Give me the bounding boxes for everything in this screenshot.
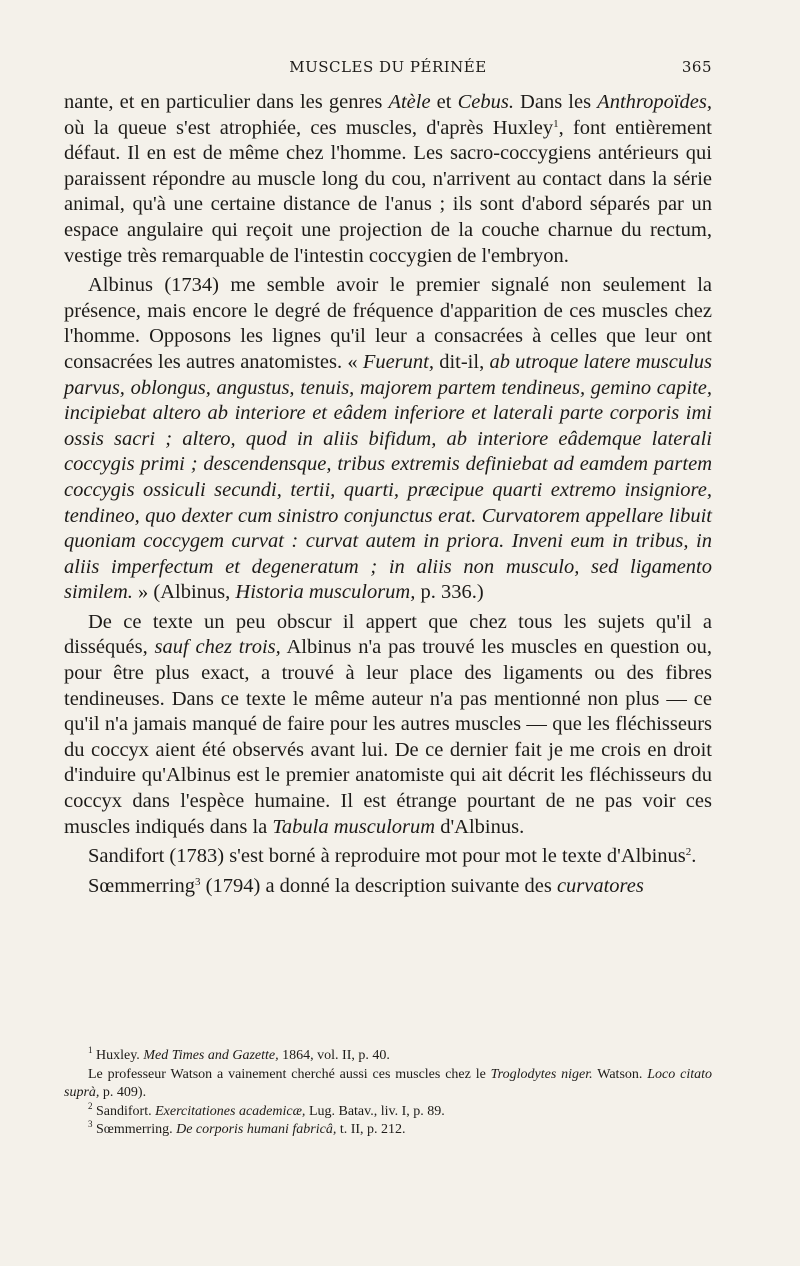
paragraph [64,273,712,606]
running-header [64,58,712,86]
text-run: d'Albinus. [435,815,525,838]
paragraph [64,90,712,269]
footnote [64,1066,712,1103]
text-run: nante, et en particulier dans les genres [64,91,389,113]
page-number: 365 [681,58,712,76]
text-run: p. 336.) [415,581,484,604]
italic-text: De corporis humani fabricâ, [176,1122,337,1137]
text-run: Lug. Batav., liv. I, p. 89. [305,1103,445,1119]
text-run: 1864, vol. II, p. 40. [278,1048,390,1063]
text-run: Albinus n'a pas trouvé les muscles en question ou, pour être plus exact, a trouvé à leur place des ligaments ou des fibres tendineuses. Dans ce texte le même auteur n'a pas mentionné non plus — ce qu'il n'a jamais manqué de faire pour les autres muscles — que les fléchisseurs du coccyx aient été observés avant lui. De ce dernier fait je me crois en droit d'induire qu'Albinus est le premier anatomiste qui ait décrit les fléchisseurs du coccyx dans l'espèce humaine. Il est étrange pourtant de ne pas voir ces muscles indiqués dans la [64,636,712,838]
text-run: Watson. [592,1066,648,1082]
text-run: Sandifort. [92,1103,156,1119]
footnote-ref: 1 [553,117,559,130]
text-run: où la queue s'est atrophiée, ces muscles, d'après Huxley [64,116,554,139]
italic-text: Anthropoïdes, [597,91,713,113]
italic-text: Cebus. [457,91,514,113]
italic-text: curvatores [556,874,644,897]
italic-text: Loco citato suprà, [64,1066,712,1100]
footnote [64,1100,712,1122]
page-title: MUSCLES DU PÉRINÉE [289,58,487,76]
text-run: » (Albinus, [132,581,236,604]
paragraph [64,844,712,870]
italic-text: Tabula musculorum [272,815,436,838]
footnote [64,1121,712,1140]
footnote [64,1047,712,1066]
italic-text: Troglodytes niger. [490,1066,593,1082]
text-run: , font entièrement défaut. Il en est de même chez l'homme. Les sacro-coccygiens antérieurs qui paraissent répondre au muscle long du cou, n'arrivent au contact dans la série animal, qu'à une certaine distance de l'anus ; ils sont d'abord séparés par un espace angulaire qui reçoit une projection de la couche charnue du rectum, vestige très remarquable de l'intestin coccygien de l'embryon. [64,116,713,267]
body-text [64,90,712,899]
text-run: Le professeur Watson a vainement cherché aussi ces muscles chez le [88,1066,491,1082]
text-run: Sandifort (1783) s'est borné à reproduire mot pour mot le texte d'Albinus [88,845,686,868]
text-run: (1794) a donné la description suivante des [200,874,557,897]
text-run: Huxley. [92,1048,144,1063]
footnote-ref: 2 [88,1100,93,1111]
text-run: Albinus (1734) me semble avoir le premier signalé non seulement la présence, mais encore le degré de fréquence d'apparition de ces muscles chez l'homme. Opposons les lignes qu'il leur a consacrées à celles que leur ont consacrées les autres anatomistes. « [64,274,712,373]
text-run: Sœmmerring. [92,1122,177,1137]
italic-text: Fuerunt, [362,350,434,373]
text-run: De ce texte un peu obscur il appert que chez tous les sujets qu'il a disséqués, [64,610,712,659]
italic-text: Exercitationes academicæ, [155,1103,306,1119]
text-run: Dans les [513,91,598,113]
text-run: Sœmmerring [88,874,196,897]
footnote-ref: 2 [685,846,692,859]
italic-text: Atèle [388,91,431,113]
text-run: et [430,91,458,113]
footnote-ref: 3 [195,875,201,888]
footnote-ref: 1 [88,1045,93,1056]
text-run: t. II, p. 212. [336,1122,406,1137]
text-run: . [691,845,697,868]
paragraph [64,610,712,840]
italic-text: sauf chez trois, [154,636,281,659]
footnote-ref: 3 [88,1119,93,1130]
italic-text: ab utroque latere musculus parvus, oblongus, angustus, tenuis, majorem partem tendineus, gemino capite, incipiebat altero ab interiore et eâdem inferiore et laterali parte corporis imi ossis sacri ; altero, quod in aliis bifidum, ab interiore eâdemque laterali coccygis primi ; descendensque, tribus extremis definiebat ad eamdem partem coccygis ossiculi secundi, tertii, quarti, præcipue quarti extremo insigniore, tendineo, quo dexter cum sinistro conjunctus erat. Curvatorem appellare libuit quoniam coccygem curvat : curvat autem in priora. Inveni eum in tribus, in aliis imperfectum et degeneratum ; in aliis non musculo, sed ligamento similem. [64,350,713,604]
italic-text: Med Times and Gazette, [143,1048,279,1063]
text-run: dit-il, [433,350,490,373]
footnotes [64,1047,712,1140]
text-run: p. 409). [99,1085,147,1100]
italic-text: Historia musculorum, [235,581,416,604]
paragraph [64,874,712,900]
